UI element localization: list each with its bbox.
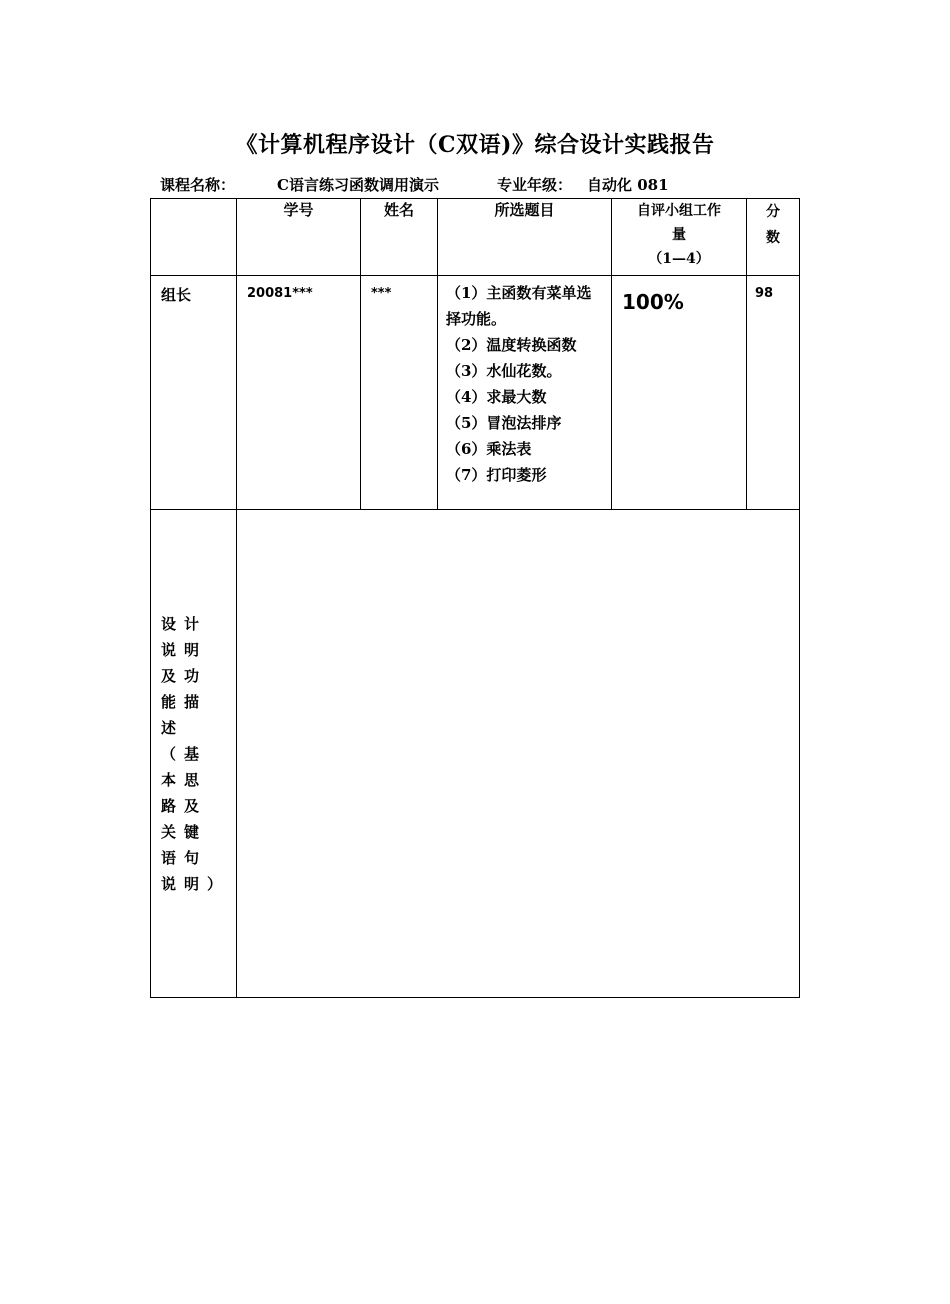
leader-id-cell <box>237 276 361 510</box>
header-workload-line2: 量 <box>672 227 686 243</box>
header-row <box>151 199 800 276</box>
header-workload-line1: 自评小组工作 <box>637 203 721 219</box>
topic-item: （1）主函数有菜单选择功能。 <box>446 284 592 328</box>
topic-item: （3）水仙花数。 <box>446 362 562 380</box>
leader-topics-cell <box>438 276 612 510</box>
topic-item: （7）打印菱形 <box>446 466 547 484</box>
description-row <box>151 510 800 998</box>
topic-list <box>438 276 611 488</box>
course-label: 课程名称： <box>160 176 236 194</box>
header-workload <box>612 199 747 276</box>
description-content[interactable] <box>237 510 800 998</box>
header-topic: 所选题目 <box>438 199 612 276</box>
report-title: 《计算机程序设计（C双语)》综合设计实践报告 <box>235 132 715 158</box>
leader-role-cell <box>151 276 237 510</box>
leader-student-id: 20081*** <box>247 286 313 301</box>
header-workload-line3: （1—4） <box>648 251 710 267</box>
leader-workload-cell <box>612 276 747 510</box>
leader-name: *** <box>371 286 392 301</box>
grade-label: 专业年级： <box>497 176 573 194</box>
header-name: 姓名 <box>361 199 438 276</box>
leader-score: 98 <box>755 286 774 301</box>
header-score <box>747 199 800 276</box>
topic-item: （4）求最大数 <box>446 388 547 406</box>
header-empty-cell <box>151 199 237 276</box>
topic-item: （5）冒泡法排序 <box>446 414 562 432</box>
report-table <box>150 198 800 998</box>
leader-row <box>151 276 800 510</box>
header-score-line1: 分 <box>766 204 780 220</box>
topic-item: （2）温度转换函数 <box>446 336 577 354</box>
grade-value: 自动化 081 <box>587 176 669 194</box>
course-value: C语言练习函数调用演示 <box>277 176 439 194</box>
leader-score-cell <box>747 276 800 510</box>
leader-role: 组长 <box>161 286 192 304</box>
leader-name-cell <box>361 276 438 510</box>
description-label: 设计说明及功能描述（基本思路及关键语句说明） <box>151 510 237 998</box>
header-score-line2: 数 <box>766 230 780 246</box>
header-student-id: 学号 <box>237 199 361 276</box>
topic-item: （6）乘法表 <box>446 440 532 458</box>
leader-workload: 100% <box>622 290 684 314</box>
